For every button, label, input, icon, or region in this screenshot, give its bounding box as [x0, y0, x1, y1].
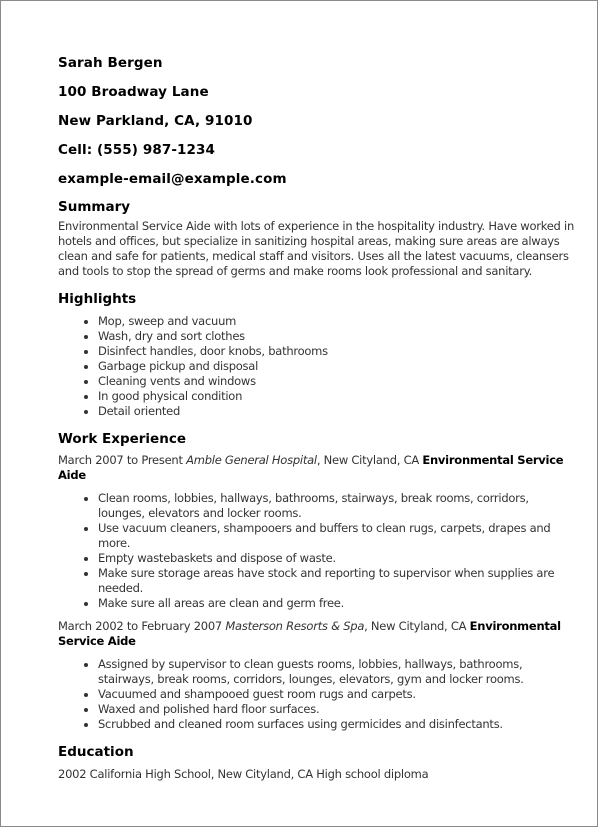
- job-employer: Masterson Resorts & Spa: [225, 619, 365, 633]
- job-duty: • Assigned by supervisor to clean guests rooms, lobbies, hallways, bathrooms, stairways, break rooms, corridors, lounges, elevators, gym and locker rooms.: [98, 657, 579, 687]
- job-duty: • Empty wastebaskets and dispose of waste.: [98, 551, 579, 566]
- experience-heading: Work Experience: [58, 431, 186, 447]
- job-location: , New Cityland, CA: [316, 453, 423, 467]
- job-duty: • Waxed and polished hard floor surfaces.: [98, 702, 579, 717]
- job-duties-list: [58, 657, 579, 732]
- summary-heading: Summary: [58, 199, 131, 215]
- job-duty: • Clean rooms, lobbies, hallways, bathrooms, stairways, break rooms, corridors, lounges, elevators and locker rooms.: [98, 491, 579, 521]
- education-entry: 2002 California High School, New Cityland, CA High school diploma: [58, 767, 429, 781]
- job-header: [58, 619, 579, 649]
- job-duty: • Scrubbed and cleaned room surfaces using germicides and disinfectants.: [98, 717, 579, 732]
- contact-phone: Cell: (555) 987-1234: [58, 142, 215, 158]
- summary-text: Environmental Service Aide with lots of experience in the hospitality industry. Have worked in hotels and offices, but specialize in sanitizing hospital areas, making sure areas are always clean and safe for patients, medical staff and visitors. Uses all the latest vacuums, cleansers and tools to stop the spread of germs and make rooms look professional and sanitary.: [58, 219, 574, 278]
- contact-name: Sarah Bergen: [58, 55, 163, 71]
- highlight-item: • Garbage pickup and disposal: [98, 359, 579, 374]
- highlight-item: • Wash, dry and sort clothes: [98, 329, 579, 344]
- education-heading: Education: [58, 744, 134, 760]
- job-duty: • Make sure storage areas have stock and reporting to supervisor when supplies are needed.: [98, 566, 579, 596]
- job-duty: • Vacuumed and shampooed guest room rugs and carpets.: [98, 687, 579, 702]
- job-header: [58, 453, 579, 483]
- contact-address: 100 Broadway Lane: [58, 84, 209, 100]
- highlight-item: • Disinfect handles, door knobs, bathrooms: [98, 344, 579, 359]
- job-title: Environmental Service Aide: [58, 619, 561, 648]
- highlights-section: [58, 290, 579, 419]
- highlight-item: • Mop, sweep and vacuum: [98, 314, 579, 329]
- job-dates: March 2007 to Present: [58, 453, 183, 467]
- experience-section: [58, 430, 579, 732]
- highlight-item: • Cleaning vents and windows: [98, 374, 579, 389]
- education-section: [58, 743, 579, 782]
- contact-email: example-email@example.com: [58, 171, 287, 187]
- job-duty: • Make sure all areas are clean and germ free.: [98, 596, 579, 611]
- job-duty: • Use vacuum cleaners, shampooers and buffers to clean rugs, carpets, drapes and more.: [98, 521, 579, 551]
- job-duties-list: [58, 491, 579, 611]
- highlights-list: [58, 314, 579, 419]
- contact-city: New Parkland, CA, 91010: [58, 113, 253, 129]
- highlights-heading: Highlights: [58, 291, 137, 307]
- job-location: , New Cityland, CA: [364, 619, 470, 633]
- summary-section: [58, 198, 579, 279]
- highlight-item: • In good physical condition: [98, 389, 579, 404]
- job-employer: Amble General Hospital: [186, 453, 317, 467]
- job-dates: March 2002 to February 2007: [58, 619, 222, 633]
- highlight-item: • Detail oriented: [98, 404, 579, 419]
- job-title: Environmental Service Aide: [58, 453, 564, 482]
